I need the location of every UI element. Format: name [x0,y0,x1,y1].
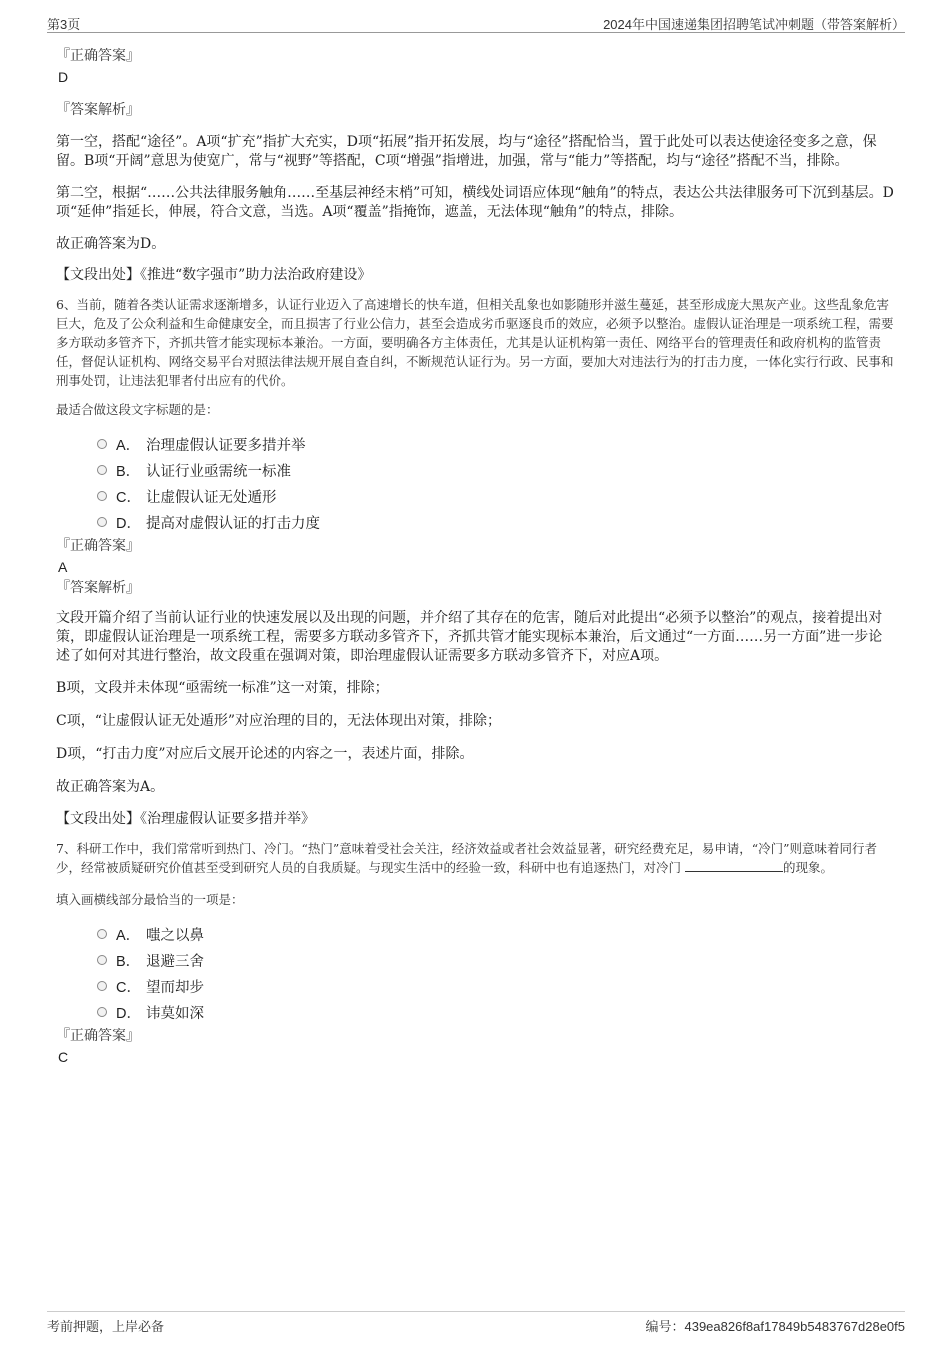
analysis-paragraph: C项，“让虚假认证无处遁形”对应治理的目的，无法体现出对策，排除； [56,713,502,729]
option-text: 提高对虚假认证的打击力度 [146,516,320,532]
analysis-label: 『答案解析』 [56,580,140,596]
correct-answer-value: D [58,69,69,85]
correct-answer-label: 『正确答案』 [56,538,140,554]
radio-icon[interactable] [97,491,107,501]
option-text: 讳莫如深 [146,1006,204,1022]
option-c[interactable] [56,483,896,509]
option-list [56,431,896,535]
option-text: 治理虚假认证要多措并举 [146,438,306,454]
option-a[interactable] [56,921,896,947]
option-b[interactable] [56,947,896,973]
radio-icon[interactable] [97,955,107,965]
correct-answer-value: C [58,1049,69,1065]
analysis-paragraph: 文段开篇介绍了当前认证行业的快速发展以及出现的问题，并介绍了其存在的危害，随后对此提出“必须予以整治”的观点，接着提出对策，即虚假认证治理是一项系统工程，需要多方联动多管齐下，齐抓共管才能实现标本兼治，后文通过“一方面……另一方面”进一步论述了如何对其进行整治，故文段重在强调对策，即治理虚假认证需要多方联动多管齐下，对应A项。 [56,610,883,664]
question-text-before: 7、科研工作中，我们常常听到热门、冷门。“热门”意味着受社会关注，经济效益或者社会效益显著，研究经费充足，易申请，“冷门”则意味着同行者少，经常被质疑研究价值甚至受到研究人员的自我质疑。与现实生活中的经验一致，科研中也有追逐热门，对冷门 [56,841,878,875]
option-letter: A． [116,928,141,944]
option-b[interactable] [56,457,896,483]
option-text: 让虚假认证无处遁形 [146,490,277,506]
document-title: 2024年中国速递集团招聘笔试冲刺题（带答案解析） [603,17,905,32]
question-text [56,839,896,877]
analysis-paragraph: 第二空，根据“……公共法律服务触角……至基层神经末梢”可知，横线处词语应体现“触角”的特点，表达公共法律服务可下沉到基层。D项“延伸”指延长，伸展，符合文意，当选。A项“覆盖”指掩饰，遮盖，无法体现“触角”的特点，排除。 [56,185,894,220]
analysis-paragraph: 第一空，搭配“途径”。A项“扩充”指扩大充实，D项“拓展”指开拓发展，均与“途径”搭配恰当，置于此处可以表达使途径变多之意，保留。B项“开阔”意思为使宽广，常与“视野”等搭配，C项“增强”指增进，加强，常与“能力”等搭配，均与“途径”搭配不当，排除。 [56,134,877,169]
analysis-paragraph: D项，“打击力度”对应后文展开论述的内容之一，表述片面，排除。 [56,746,474,762]
radio-icon[interactable] [97,981,107,991]
fill-blank-line [685,859,783,872]
correct-answer-label: 『正确答案』 [56,48,140,64]
question-text-after: 的现象。 [782,860,833,875]
source-citation: 【文段出处】《治理虚假认证要多措并举》 [56,811,315,827]
page-footer [47,1311,905,1338]
correct-answer-label: 『正确答案』 [56,1028,140,1044]
option-a[interactable] [56,431,896,457]
analysis-paragraph: 故正确答案为A。 [56,779,165,795]
question-text: 6、当前，随着各类认证需求逐渐增多，认证行业迈入了高速增长的快车道，但相关乱象也如影随形并滋生蔓延，甚至形成庞大黑灰产业。这些乱象危害巨大，危及了公众利益和生命健康安全，而且损害了行业公信力，甚至会造成劣币驱逐良币的效应，必须予以整治。虚假认证治理是一项系统工程，需要多方联动多管齐下，齐抓共管才能实现标本兼治。一方面，要明确各方主体责任，尤其是认证机构第一责任、网络平台的管理责任和政府机构的监管责任，督促认证机构、网络交易平台对照法律法规开展自查自纠，不断规范认证行为。另一方面，要加大对违法行为的打击力度，一体化实行行政、民事和刑事处罚，让违法犯罪者付出应有的代价。 [56,297,894,388]
option-letter: B． [116,464,141,480]
option-letter: C． [116,490,141,506]
page-header [47,14,905,33]
option-d[interactable] [56,509,896,535]
option-letter: B． [116,954,141,970]
option-text: 退避三舍 [146,954,204,970]
page-content [56,45,896,1067]
option-text: 嗤之以鼻 [146,928,204,944]
footer-slogan: 考前押题，上岸必备 [47,1319,165,1334]
option-letter: D． [116,1006,141,1022]
radio-icon[interactable] [97,439,107,449]
question-prompt: 填入画横线部分最恰当的一项是： [56,892,244,907]
radio-icon[interactable] [97,517,107,527]
page-number: 第3页 [47,17,81,32]
radio-icon[interactable] [97,1007,107,1017]
option-letter: C． [116,980,141,996]
option-list [56,921,896,1025]
document-id: 编号：439ea826f8af17849b5483767d28e0f5 [645,1319,905,1334]
correct-answer-value: A [58,559,68,575]
question-prompt: 最适合做这段文字标题的是： [56,402,219,417]
analysis-label: 『答案解析』 [56,102,140,118]
analysis-paragraph: B项，文段并未体现“亟需统一标准”这一对策，排除； [56,680,389,696]
option-d[interactable] [56,999,896,1025]
option-text: 望而却步 [146,980,204,996]
source-citation: 【文段出处】《推进“数字强市”助力法治政府建设》 [56,267,372,283]
option-text: 认证行业亟需统一标准 [146,464,291,480]
radio-icon[interactable] [97,929,107,939]
radio-icon[interactable] [97,465,107,475]
option-letter: D． [116,516,141,532]
analysis-paragraph: 故正确答案为D。 [56,236,166,252]
option-c[interactable] [56,973,896,999]
option-letter: A． [116,438,141,454]
